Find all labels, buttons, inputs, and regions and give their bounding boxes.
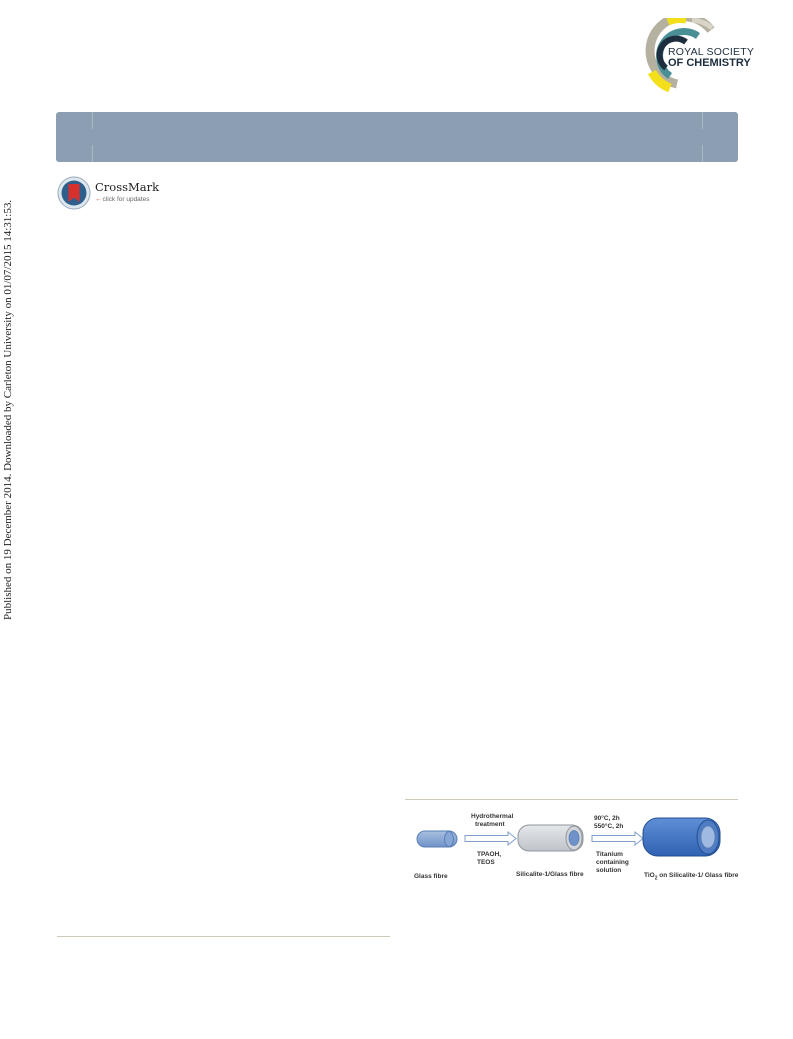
label-step1-top <box>471 813 513 829</box>
rsc-logo-line1: ROYAL SOCIETY <box>668 46 755 58</box>
label-tio2-suffix: on Silicalite-1/ Glass fibre <box>657 872 739 879</box>
arrow-step1 <box>465 832 516 845</box>
scheme-top-rule <box>405 799 738 800</box>
crossmark-subtitle <box>95 196 149 203</box>
label-step2-top <box>594 815 623 831</box>
crossmark-title: CrossMark <box>95 180 160 194</box>
label-step1-bottom-line1: TPAOH, <box>477 851 502 858</box>
label-step2-bottom-line3: solution <box>596 867 622 875</box>
crossmark-button[interactable] <box>57 176 160 212</box>
arrow-step2 <box>592 832 643 845</box>
rsc-logo-line2: OF CHEMISTRY <box>668 57 751 70</box>
label-step1-bottom <box>477 851 501 867</box>
rsc-logo-text <box>668 47 754 70</box>
label-tio2-sub: 2 <box>654 875 658 882</box>
glass-fibre-cylinder <box>417 831 457 847</box>
label-step1-top-line1: Hydrothermal <box>471 813 514 820</box>
label-step2-top-line1: 90°C, 2h <box>594 815 620 822</box>
crossmark-subtitle-text: click for updates <box>102 196 150 203</box>
tio2-fibre-cylinder <box>643 818 720 856</box>
column-bottom-rule <box>57 936 390 937</box>
banner-divider <box>92 112 93 129</box>
label-step2-bottom-line1: Titanium <box>596 851 623 858</box>
arrow-left-icon: ← <box>95 196 102 203</box>
label-step1-top-line2: treatment <box>475 821 505 829</box>
label-step2-bottom-line2: containing <box>596 859 629 867</box>
label-step2-bottom <box>596 851 629 875</box>
journal-header-banner <box>56 112 738 162</box>
label-glass-fibre: Glass fibre <box>414 873 448 880</box>
label-silicalite-fibre: Silicalite-1/Glass fibre <box>516 871 584 878</box>
label-step1-bottom-line2: TEOS <box>477 859 495 867</box>
silicalite-fibre-cylinder <box>518 825 583 851</box>
label-tio2-fibre <box>644 872 738 882</box>
synthesis-scheme <box>405 805 740 895</box>
banner-divider <box>702 112 703 129</box>
banner-divider <box>702 145 703 162</box>
crossmark-icon <box>57 176 91 210</box>
download-notice: Published on 19 December 2014. Downloaded by Carleton University on 01/07/2015 14:31:53. <box>2 199 14 620</box>
banner-divider <box>92 145 93 162</box>
label-step2-top-line2: 550°C, 2h <box>594 823 624 831</box>
label-tio2-prefix: TiO <box>644 872 655 879</box>
